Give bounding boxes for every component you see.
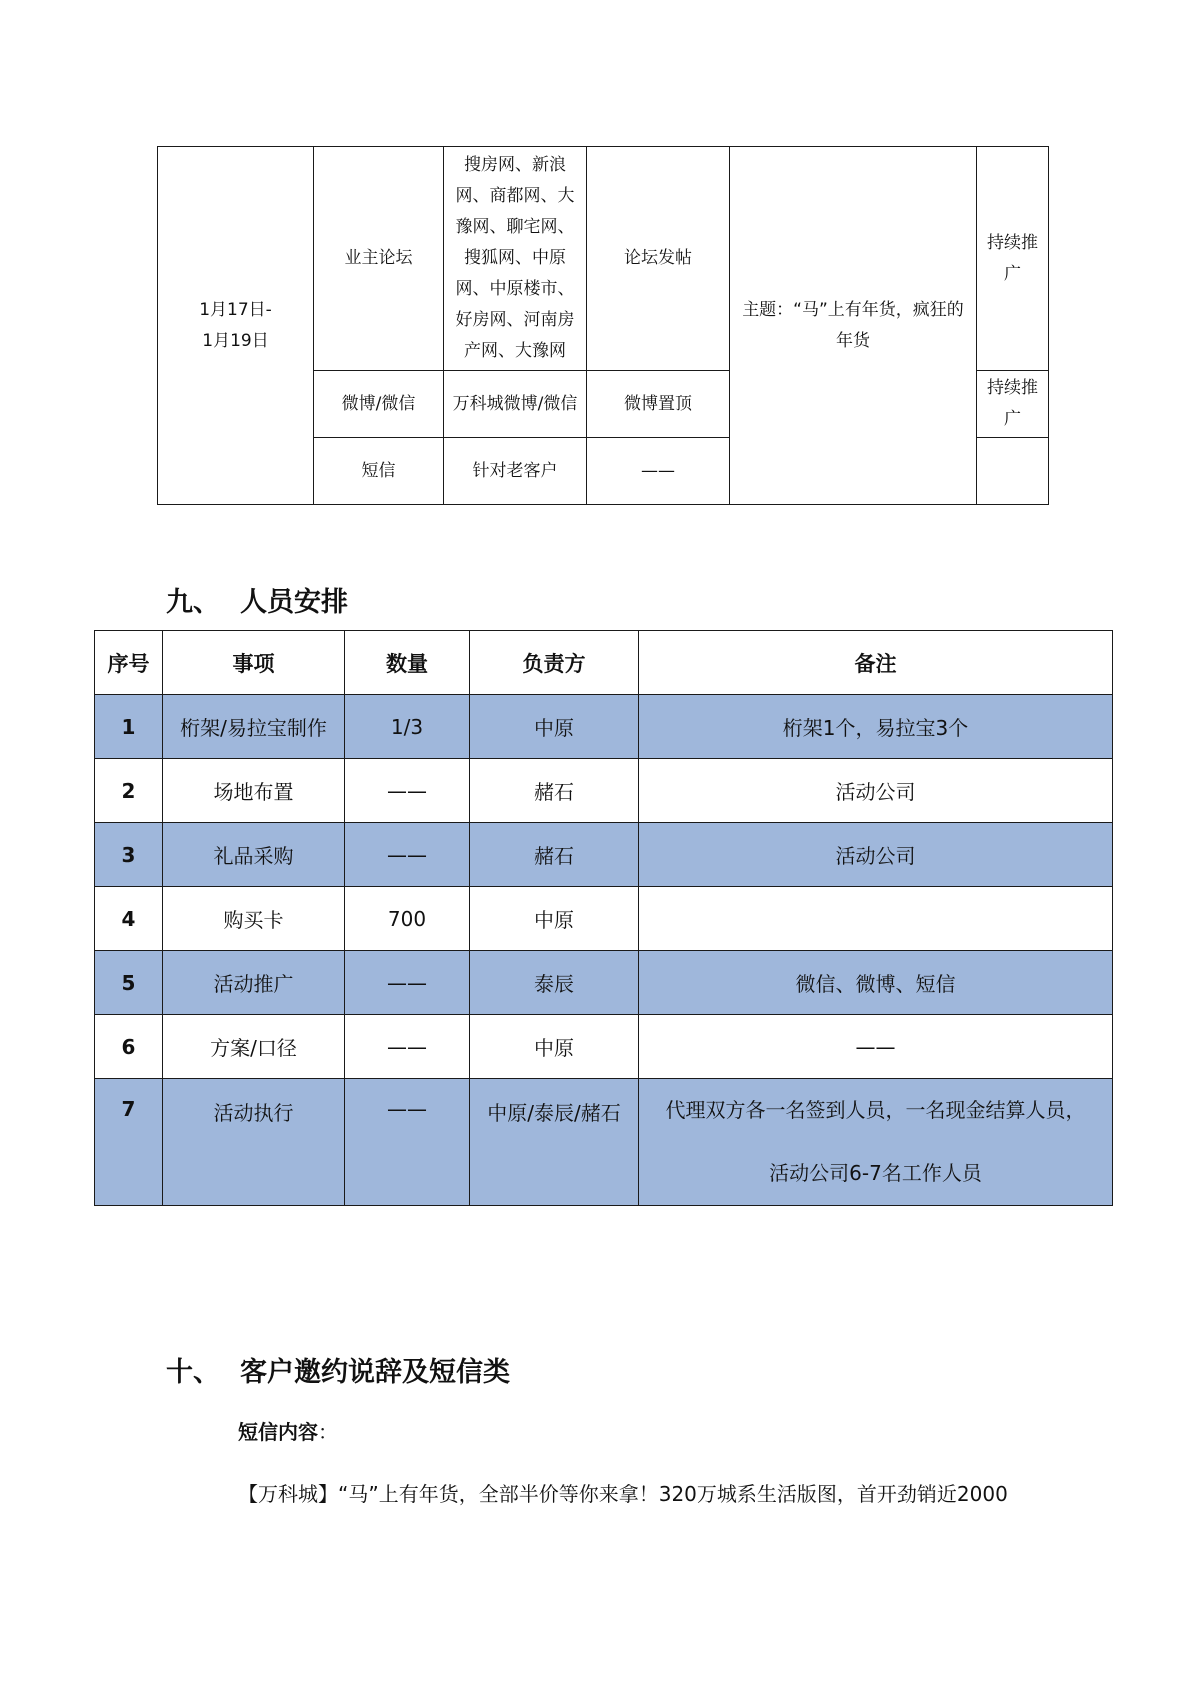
- index-cell: 6: [95, 1015, 163, 1079]
- table-row: [95, 759, 1113, 823]
- channel-cell: 短信: [314, 438, 444, 505]
- note-line: 活动公司6-7名工作人员: [769, 1161, 982, 1185]
- channel-cell: 业主论坛: [314, 147, 444, 371]
- method-cell: 论坛发帖: [587, 147, 730, 371]
- header-quantity: 数量: [345, 631, 470, 695]
- method-cell: 微博置顶: [587, 371, 730, 438]
- section-number: 九、: [166, 587, 220, 618]
- date-cell: 1月17日- 1月19日: [158, 147, 314, 505]
- item-cell: 方案/口径: [163, 1015, 345, 1079]
- table-row: [95, 887, 1113, 951]
- quantity-cell: ——: [345, 951, 470, 1015]
- index-cell: 1: [95, 695, 163, 759]
- quantity-cell: ——: [345, 759, 470, 823]
- promotion-schedule-table: [157, 146, 1049, 505]
- index-cell: 4: [95, 887, 163, 951]
- table-row: [95, 1015, 1113, 1079]
- owner-cell: 中原: [470, 1015, 639, 1079]
- section-heading-invitation: [166, 1350, 510, 1389]
- section-number: 十、: [166, 1357, 220, 1388]
- index-cell: 7: [95, 1079, 163, 1206]
- quantity-cell: ——: [345, 1015, 470, 1079]
- item-cell: 活动推广: [163, 951, 345, 1015]
- item-cell: 场地布置: [163, 759, 345, 823]
- staffing-table: [94, 630, 1113, 1206]
- header-note: 备注: [639, 631, 1113, 695]
- header-item: 事项: [163, 631, 345, 695]
- note-cell: 微信、微博、短信: [639, 951, 1113, 1015]
- sms-label: 短信内容：: [238, 1420, 338, 1444]
- media-cell: 万科城微博/微信: [444, 371, 587, 438]
- status-cell: 持续推广: [977, 371, 1049, 438]
- owner-cell: 泰辰: [470, 951, 639, 1015]
- section-title: 客户邀约说辞及短信类: [240, 1357, 510, 1388]
- quantity-cell: 700: [345, 887, 470, 951]
- table-row: [95, 695, 1113, 759]
- table-row: [95, 1079, 1113, 1206]
- media-cell: 针对老客户: [444, 438, 587, 505]
- method-cell: ——: [587, 438, 730, 505]
- owner-cell: 中原: [470, 887, 639, 951]
- section-title: 人员安排: [240, 587, 348, 618]
- table-row: [158, 147, 1049, 371]
- index-cell: 2: [95, 759, 163, 823]
- index-cell: 3: [95, 823, 163, 887]
- media-cell: 搜房网、新浪网、商都网、大豫网、聊宅网、搜狐网、中原网、中原楼市、好房网、河南房产网、大豫网: [444, 147, 587, 371]
- owner-cell: 赭石: [470, 759, 639, 823]
- owner-cell: 赭石: [470, 823, 639, 887]
- header-index: 序号: [95, 631, 163, 695]
- item-cell: 桁架/易拉宝制作: [163, 695, 345, 759]
- table-row: [95, 823, 1113, 887]
- note-cell: ——: [639, 1015, 1113, 1079]
- sms-body-text: 【万科城】“马”上有年货，全部半价等你来拿！320万城系生活版图，首开劲销近2000: [238, 1482, 1008, 1506]
- quantity-cell: ——: [345, 1079, 470, 1206]
- quantity-cell: 1/3: [345, 695, 470, 759]
- header-owner: 负责方: [470, 631, 639, 695]
- channel-cell: 微博/微信: [314, 371, 444, 438]
- table-header-row: [95, 631, 1113, 695]
- owner-cell: 中原: [470, 695, 639, 759]
- note-cell: 桁架1个，易拉宝3个: [639, 695, 1113, 759]
- status-cell: [977, 438, 1049, 505]
- note-cell: [639, 887, 1113, 951]
- index-cell: 5: [95, 951, 163, 1015]
- quantity-cell: ——: [345, 823, 470, 887]
- note-cell: 活动公司: [639, 823, 1113, 887]
- section-heading-staffing: [166, 580, 348, 619]
- item-cell: 购买卡: [163, 887, 345, 951]
- theme-cell: 主题：“马”上有年货，疯狂的年货: [730, 147, 977, 505]
- note-line: 代理双方各一名签到人员，一名现金结算人员，: [665, 1098, 1086, 1122]
- item-cell: 礼品采购: [163, 823, 345, 887]
- status-cell: 持续推广: [977, 147, 1049, 371]
- table-row: [95, 951, 1113, 1015]
- note-cell: [639, 1079, 1113, 1206]
- note-cell: 活动公司: [639, 759, 1113, 823]
- owner-cell: 中原/泰辰/赭石: [470, 1079, 639, 1206]
- item-cell: 活动执行: [163, 1079, 345, 1206]
